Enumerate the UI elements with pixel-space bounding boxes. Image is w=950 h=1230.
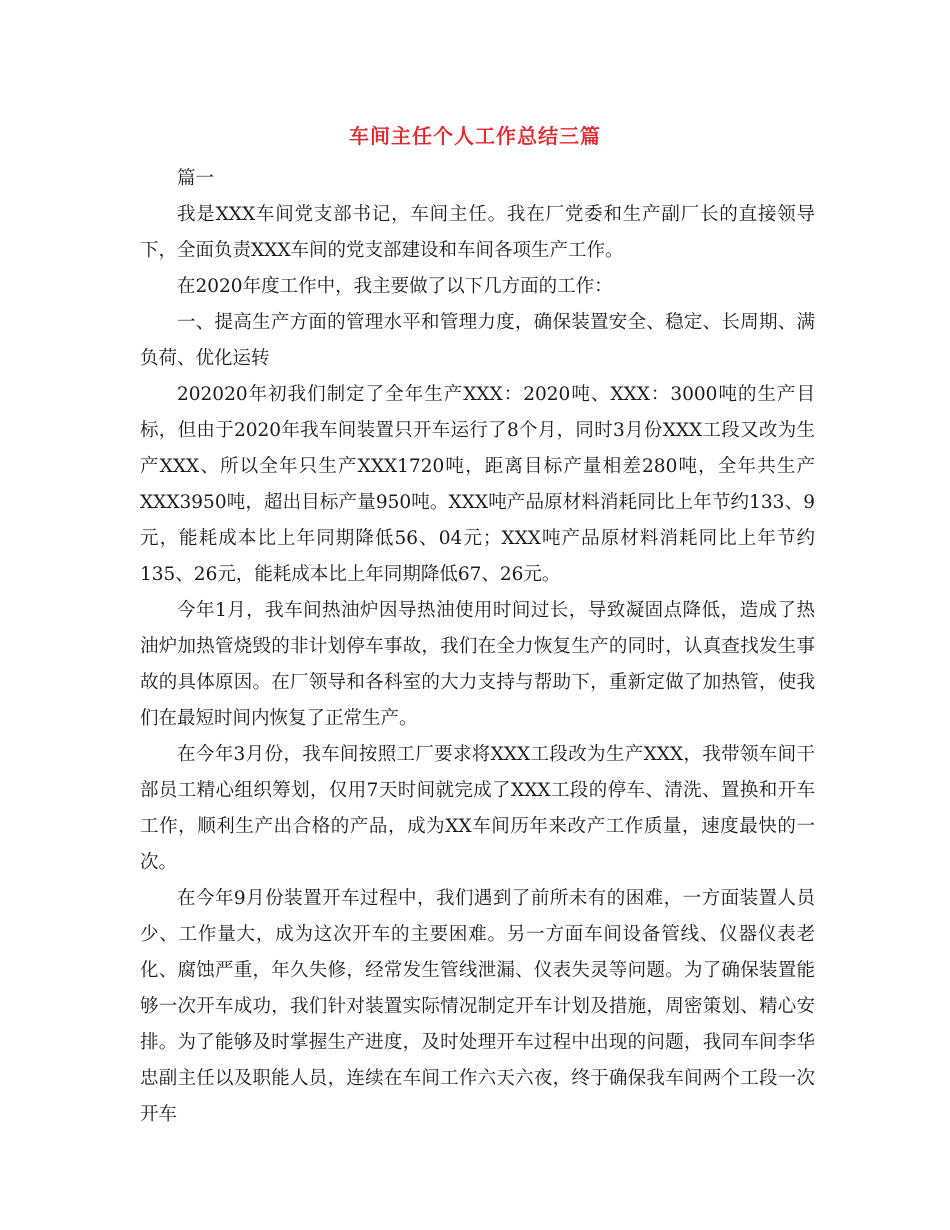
- paragraph: 今年1月，我车间热油炉因导热油使用时间过长，导致凝固点降低，造成了热油炉加热管烧毁的非计划停车事故，我们在全力恢复生产的同时，认真查找发生事故的具体原因。在厂领导和各科室的大力支持与帮助下，重新定做了加热管，使我们在最短时间内恢复了正常生产。: [140, 600, 815, 729]
- paragraph: 在今年9月份装置开车过程中，我们遇到了前所未有的困难，一方面装置人员少、工作量大，成为这次开车的主要困难。另一方面车间设备管线、仪器仪表老化、腐蚀严重，年久失修，经常发生管线泄漏、仪表失灵等问题。为了确保装置能够一次开车成功，我们针对装置实际情况制定开车计划及措施，周密策划、精心安排。为了能够及时掌握生产进度，及时处理开车过程中出现的问题，我同车间李华忠副主任以及职能人员，连续在车间工作六天六夜，终于确保我车间两个工段一次开车: [140, 888, 815, 1125]
- paragraph: 一、提高生产方面的管理水平和管理力度，确保装置安全、稳定、长周期、满负荷、优化运转: [140, 312, 815, 369]
- section-heading: 篇一: [177, 168, 215, 189]
- document-title: 车间主任个人工作总结三篇: [349, 124, 601, 148]
- document-body: [140, 161, 815, 1133]
- paragraph: 我是XXX车间党支部书记，车间主任。我在厂党委和生产副厂长的直接领导下，全面负责XXX车间的党支部建设和车间各项生产工作。: [140, 204, 815, 261]
- paragraph: 202020年初我们制定了全年生产XXX：2020吨、XXX：3000吨的生产目标，但由于2020年我车间装置只开车运行了8个月，同时3月份XXX工段又改为生产XXX、所以全年只生产XXX1720吨，距离目标产量相差280吨，全年共生产XXX3950吨，超出目标产量950吨。XXX吨产品原材料消耗同比上年节约133、9元，能耗成本比上年同期降低56、04元；XXX吨产品原材料消耗同比上年节约135、26元，能耗成本比上年同期降低67、26元。: [140, 384, 815, 585]
- paragraph: 在今年3月份，我车间按照工厂要求将XXX工段改为生产XXX，我带领车间干部员工精心组织筹划，仅用7天时间就完成了XXX工段的停车、清洗、置换和开车工作，顺利生产出合格的产品，成为XX车间历年来改产工作质量，速度最快的一次。: [140, 744, 815, 873]
- paragraph: 在2020年度工作中，我主要做了以下几方面的工作：: [177, 276, 613, 297]
